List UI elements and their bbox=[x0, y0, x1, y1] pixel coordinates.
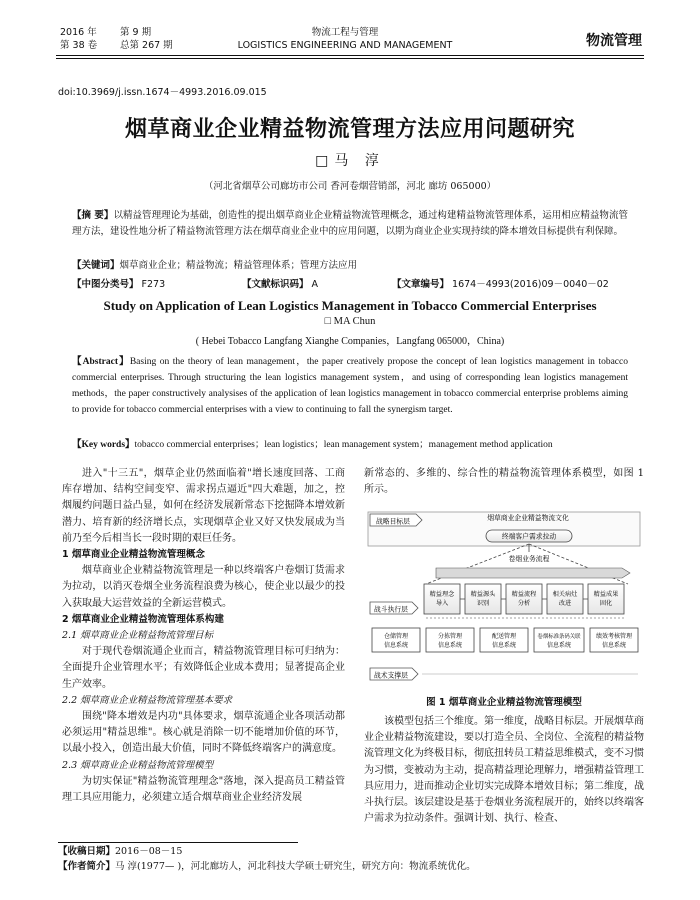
body-left-column bbox=[62, 466, 345, 806]
system-2-label-a: 分拣管理 bbox=[437, 633, 463, 640]
affiliation-en: ( Hebei Tobacco Langfang Xianghe Companies，Langfang 065000，China) bbox=[195, 336, 505, 347]
author-bio bbox=[58, 860, 658, 874]
header-year: 2016 年 bbox=[60, 27, 97, 38]
article-no-value: 1674－4993(2016)09－0040－02 bbox=[452, 279, 609, 290]
paper-title: 烟草商业企业精益物流管理方法应用问题研究 bbox=[124, 117, 575, 142]
step-box bbox=[424, 584, 460, 614]
system-5-label-a: 绩效考核管理 bbox=[595, 633, 633, 640]
system-4-label-b: 信息系统 bbox=[546, 642, 572, 649]
system-4-label-a: 卷烟标准条码关联 bbox=[537, 634, 581, 640]
received-value: 2016－08－15 bbox=[115, 846, 183, 857]
intro-paragraph: 进入"十三五"，烟草企业仍然面临着"增长速度回落、工商库存增加、结构空间变窄、需求拐点逼近"四大难题，加之，控烟履约问题日益凸显，如何在经济发展新常态下挖掘降本增效新潜力、培育新的经济增长点，实现烟草企业又好又快发展成为当前乃至今后相当长一段时期的艰巨任务。 bbox=[62, 468, 345, 544]
classification-row bbox=[72, 276, 628, 290]
step-4-label-b: 改进 bbox=[558, 600, 572, 607]
received-date bbox=[58, 845, 658, 859]
header-total-issue: 总第 267 期 bbox=[120, 40, 173, 51]
system-3-label-a: 配送管理 bbox=[491, 633, 517, 640]
keywords-cn-label: 【关键词】 bbox=[72, 260, 120, 271]
clc-value: F273 bbox=[141, 279, 166, 290]
section-2-3-heading: 2.3 烟草商业企业精益物流管理模型 bbox=[62, 759, 214, 771]
system-5-label-b: 信息系统 bbox=[601, 642, 627, 649]
journal-name bbox=[210, 26, 480, 52]
header-issue: 第 9 期 bbox=[120, 27, 152, 38]
model-description-paragraph: 该模型包括三个维度。第一维度，战略目标层。开展烟草商业企业精益物流建设，要以打造全员、全岗位、全流程的精益物流管理文化为终极目标，彻底扭转员工精益思维模式，变不习惯为习惯，变被动为主动，提高精益理论理解力，增强精益管理工具应用力，进而推动企业切实完成降本增效目标；第二维度，战斗执行层。该层建设是基于卷烟业务流程展开的，始终以终端客户需求为拉动条件。强调计划、执行、检查、 bbox=[364, 716, 644, 825]
system-2-label-b: 信息系统 bbox=[437, 642, 463, 649]
abstract-cn bbox=[72, 208, 628, 239]
section-2-1-heading: 2.1 烟草商业企业精益物流管理目标 bbox=[62, 630, 214, 642]
clc-label: 【中图分类号】 bbox=[72, 279, 139, 290]
step-5-label-a: 精益成果 bbox=[593, 591, 619, 598]
doc-code-label: 【文献标识码】 bbox=[242, 279, 309, 290]
section-2-3-paragraph: 为切实保证"精益物流管理理念"落地，深入提高员工精益管理工具应用能力，必须建立适合烟草商业企业经济发展 bbox=[62, 775, 345, 804]
section-2-heading: 2 烟草商业企业精益物流管理体系构建 bbox=[62, 613, 224, 625]
body-right-continuation: 新常态的、多维的、综合性的精益物流管理体系模型，如图 1 所示。 bbox=[364, 468, 644, 496]
author: □马 淳 bbox=[315, 153, 385, 169]
strategic-layer-label: 战略目标层 bbox=[376, 517, 410, 526]
affiliation: （河北省烟草公司廊坊市公司 香河卷烟营销部，河北 廊坊 065000） bbox=[203, 181, 497, 192]
section-2-2-paragraph: 围绕"降本增效是内功"具体要求，烟草流通企业各项活动都必须运用"精益思维"。核心就是消除一切不能增加价值的环节，以最小投入，创造出最大价值，同时不降低终端客户的满意度。 bbox=[62, 711, 345, 755]
keywords-en-label: 【Key words】 bbox=[72, 440, 135, 450]
abstract-en-text: Basing on the theory of lean management，the paper creatively propose the concept of lean logistics management in tobacco commercial enterprises. Through structuring the lean logistics management system，and using of corresponding lean logistics management methods，the paper constructively analysises of the application of lean logistics management in tobacco commercial enterprise problems aiming to provide for tobacco commercial enterprises with a view to continuing to fall the synergism target. bbox=[72, 357, 628, 415]
author-en: □ MA Chun bbox=[324, 316, 376, 327]
culture-label: 烟草商业企业精益物流文化 bbox=[487, 514, 569, 522]
journal-issue-info bbox=[60, 26, 173, 52]
system-3-label-b: 信息系统 bbox=[491, 642, 517, 649]
received-label: 【收稿日期】 bbox=[58, 846, 116, 857]
section-label: 物流管理 bbox=[586, 33, 642, 49]
abstract-en bbox=[72, 354, 628, 418]
section-1-heading: 1 烟草商业企业精益物流管理概念 bbox=[62, 549, 205, 561]
article-no-label: 【文章编号】 bbox=[392, 279, 450, 290]
step-2-label-b: 识别 bbox=[476, 600, 490, 607]
doi: doi:10.3969/j.issn.1674－4993.2016.09.015 bbox=[58, 87, 267, 98]
step-box bbox=[465, 584, 501, 614]
journal-name-en: LOGISTICS ENGINEERING AND MANAGEMENT bbox=[237, 40, 453, 51]
header-volume: 第 38 卷 bbox=[60, 40, 98, 51]
journal-name-cn: 物流工程与管理 bbox=[311, 27, 379, 38]
paper-title-en: Study on Application of Lean Logistics Management in Tobacco Commercial Enterprises bbox=[103, 298, 597, 313]
step-3-label-b: 分析 bbox=[517, 600, 531, 607]
step-box bbox=[547, 584, 583, 614]
figure-caption: 图 1 烟草商业企业精益物流管理模型 bbox=[426, 697, 582, 708]
step-5-label-b: 固化 bbox=[599, 600, 613, 607]
step-2-label-a: 精益源头 bbox=[470, 591, 496, 598]
step-4-label-a: 相关病灶 bbox=[552, 591, 578, 598]
header-rule bbox=[56, 55, 644, 56]
info-systems bbox=[372, 628, 638, 652]
keywords-cn-text: 烟草商业企业；精益物流；精益管理体系；管理方法应用 bbox=[119, 260, 358, 271]
bio-text: 马 淳(1977— )，河北廊坊人，河北科技大学硕士研究生，研究方向：物流系统优化。 bbox=[115, 861, 476, 872]
step-box bbox=[506, 584, 542, 614]
body-right-paragraph bbox=[364, 714, 644, 827]
bio-label: 【作者简介】 bbox=[58, 861, 116, 872]
keywords-en bbox=[72, 436, 628, 450]
business-flow-label: 卷烟业务流程 bbox=[508, 555, 550, 563]
abstract-en-label: 【Abstract】 bbox=[72, 357, 130, 367]
abstract-cn-text: 以精益管理理论为基础，创造性的提出烟草商业企业精益物流管理概念，通过构建精益物流管理体系，运用相应精益物流管理方法，建设性地分析了精益物流管理方法在烟草商业企业中的应用问题，以期为商业企业实现持续的降本增效目标提供有利保障。 bbox=[72, 210, 628, 237]
tactical-layer-label: 战术支撑层 bbox=[374, 671, 408, 680]
keywords-cn bbox=[72, 258, 628, 273]
footnote-rule bbox=[58, 842, 298, 843]
system-1-label-b: 信息系统 bbox=[383, 642, 409, 649]
step-box bbox=[588, 584, 624, 614]
lean-steps bbox=[424, 584, 624, 614]
section-2-2-heading: 2.2 烟草商业企业精益物流管理基本要求 bbox=[62, 694, 233, 706]
pull-label: 终端客户需求拉动 bbox=[501, 532, 557, 541]
system-1-label-a: 仓储管理 bbox=[383, 633, 409, 640]
execution-layer-label: 战斗执行层 bbox=[374, 605, 408, 614]
step-1-label-b: 导入 bbox=[435, 600, 449, 607]
step-1-label-a: 精益理念 bbox=[429, 591, 455, 598]
keywords-en-text: tobacco commercial enterprises；lean logistics；lean management system；management method application bbox=[134, 440, 553, 450]
step-3-label-a: 精益流程 bbox=[511, 591, 537, 598]
doc-code-value: A bbox=[311, 279, 319, 290]
section-1-paragraph: 烟草商业企业精益物流管理是一种以终端客户卷烟订货需求为拉动，以消灭卷烟全业务流程浪费为核心，使企业以最少的投入获取最大运营效益的全新运营模式。 bbox=[62, 565, 345, 609]
abstract-cn-label: 【摘 要】 bbox=[72, 210, 114, 221]
header-rule-thin bbox=[56, 58, 644, 59]
section-2-1-paragraph: 对于现代卷烟流通企业而言，精益物流管理目标可归纳为：全面提升企业管理水平；有效降低企业成本费用；显著提高企业生产效率。 bbox=[62, 646, 345, 690]
lean-logistics-model-figure bbox=[366, 506, 642, 690]
business-flow-arrow bbox=[436, 568, 630, 578]
